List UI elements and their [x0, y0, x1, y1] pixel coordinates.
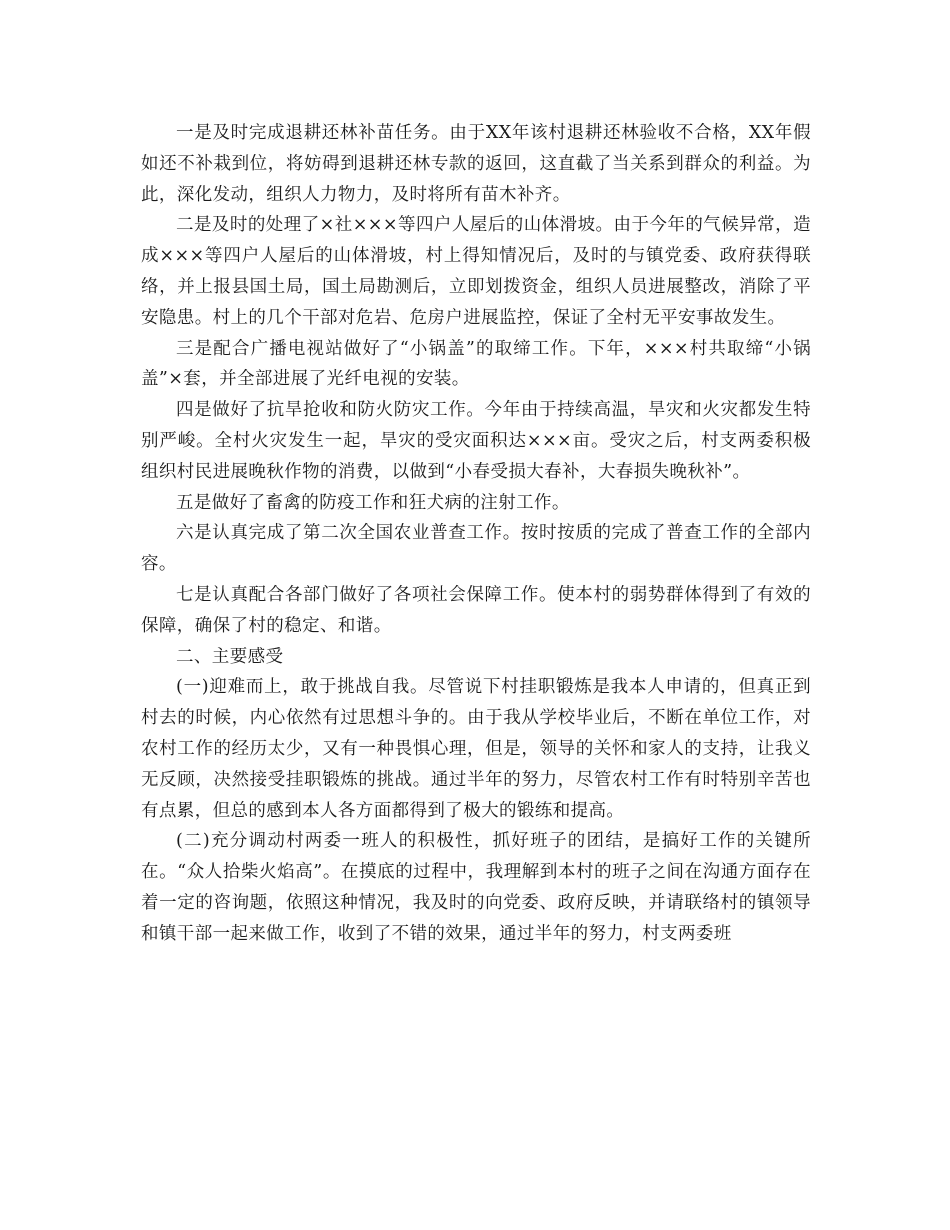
- paragraph: 二是及时的处理了×社×××等四户人屋后的山体滑坡。由于今年的气候异常，造成×××等四户人屋后的山体滑坡，村上得知情况后，及时的与镇党委、政府获得联络，并上报县国土局，国土局勘测后，立即划拨资金，组织人员进展整改，消除了平安隐患。村上的几个干部对危岩、危房户进展监控，保证了全村无平安事故发生。: [141, 215, 811, 328]
- paragraph: 七是认真配合各部门做好了各项社会保障工作。使本村的弱势群体得到了有效的保障，确保了村的稳定、和谐。: [141, 584, 811, 636]
- paragraph: 三是配合广播电视站做好了“小锅盖”的取缔工作。下年，×××村共取缔“小锅盖”×套，并全部进展了光纤电视的安装。: [141, 338, 811, 390]
- section-heading: 二、主要感受: [176, 646, 284, 667]
- paragraph: 一是及时完成退耕还林补苗任务。由于XX年该村退耕还林验收不合格，XX年假如还不补栽到位，将妨碍到退耕还林专款的返回，这直截了当关系到群众的利益。为此，深化发动，组织人力物力，及时将所有苗木补齐。: [141, 123, 811, 205]
- paragraph: (二)充分调动村两委一班人的积极性，抓好班子的团结，是搞好工作的关键所在。“众人拾柴火焰高”。在摸底的过程中，我理解到本村的班子之间在沟通方面存在着一定的咨询题，依照这种情况，我及时的向党委、政府反映，并请联络村的镇领导和镇干部一起来做工作，收到了不错的效果，通过半年的努力，村支两委班: [141, 831, 811, 944]
- paragraph: 五是做好了畜禽的防疫工作和狂犬病的注射工作。: [176, 492, 570, 513]
- paragraph: 四是做好了抗旱抢收和防火防灾工作。今年由于持续高温，旱灾和火灾都发生特别严峻。全村火灾发生一起，旱灾的受灾面积达×××亩。受灾之后，村支两委积极组织村民进展晚秋作物的消费，以做到“小春受损大春补，大春损失晚秋补”。: [141, 400, 811, 482]
- paragraph: 六是认真完成了第二次全国农业普查工作。按时按质的完成了普查工作的全部内容。: [141, 523, 811, 575]
- paragraph: (一)迎难而上，敢于挑战自我。尽管说下村挂职锻炼是我本人申请的，但真正到村去的时候，内心依然有过思想斗争的。由于我从学校毕业后，不断在单位工作，对农村工作的经历太少，又有一种畏惧心理，但是，领导的关怀和家人的支持，让我义无反顾，决然接受挂职锻炼的挑战。通过半年的努力，尽管农村工作有时特别辛苦也有点累，但总的感到本人各方面都得到了极大的锻练和提高。: [141, 677, 811, 821]
- document-body: [141, 118, 811, 950]
